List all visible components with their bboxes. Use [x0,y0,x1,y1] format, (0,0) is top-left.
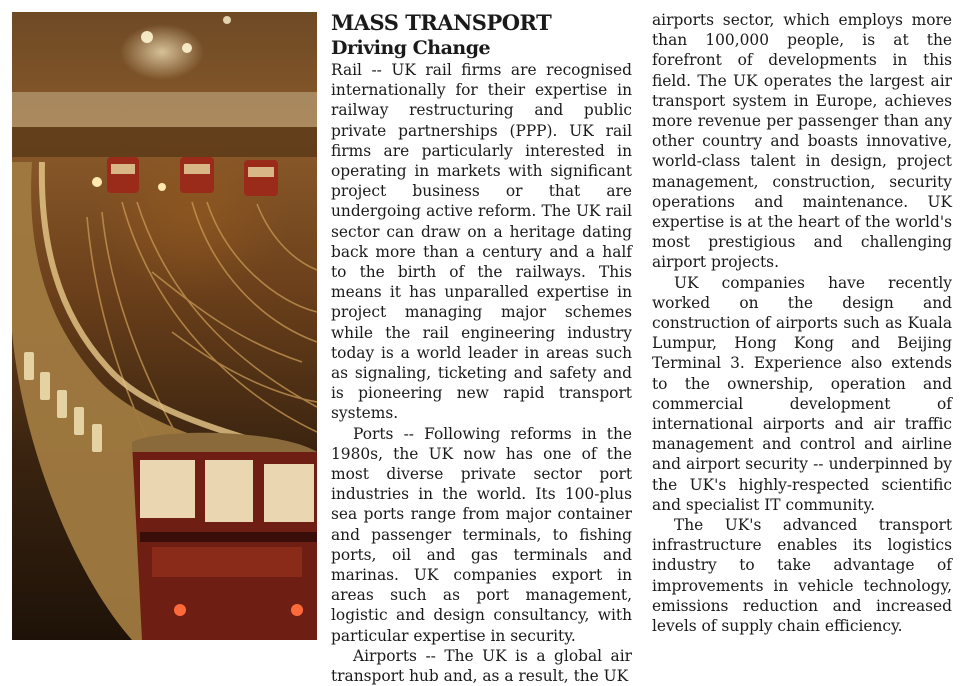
paragraph-uk-companies: UK companies have recently worked on the design and construction of airports such as Kuala Lumpur, Hong Kong and Beijing Terminal 3. Experience also extends to the ownership, operation and commercial development of international airports and air traffic management and control and airline and airport security -- underpinned by the UK's highly-respected scientific and specialist IT community. [652,273,952,514]
paragraph-airports-continued: airports sector, which employs more than 100,000 people, is at the forefront of developments in this field. The UK operates the largest air transport system in Europe, achieves more revenue per passenger than any other country and boasts innovative, world-class talent in design, project management, construction, security operations and maintenance. UK expertise is at the heart of the world's most prestigious and challenging airport projects. [652,11,952,272]
paragraph-airports-start: Airports -- The UK is a global air transport hub and, as a result, the UK [331,646,632,686]
paragraph-logistics: The UK's advanced transport infrastructure enables its logistics industry to take advantage of improvements in vehicle technology, emissions reduction and increased levels of supply chain efficiency. [652,516,952,636]
article-column-2 [652,10,952,636]
article-headline: MASS TRANSPORT [331,10,552,35]
article-column-1 [331,10,632,686]
train-depot-illustration [12,12,317,640]
article-subheadline: Driving Change [331,37,491,59]
paragraph-rail: Rail -- UK rail firms are recognised internationally for their expertise in railway restructuring and public private partnerships (PPP). UK rail firms are particularly interested in operating in markets with significant project business or that are undergoing active reform. The UK rail sector can draw on a heritage dating back more than a century and a half to the birth of the railways. This means it has unparalled expertise in project managing major schemes while the rail engineering industry today is a world leader in areas such as signaling, ticketing and safety and is pioneering new rapid transport systems. [331,61,632,423]
train-depot-photo [12,12,317,640]
paragraph-ports: Ports -- Following reforms in the 1980s, the UK now has one of the most diverse private sector port industries in the world. Its 100-plus sea ports range from major container and passenger terminals, to fishing ports, oil and gas terminals and marinas. UK companies export in areas such as port management, logistic and design consultancy, with particular expertise in security. [331,424,632,645]
